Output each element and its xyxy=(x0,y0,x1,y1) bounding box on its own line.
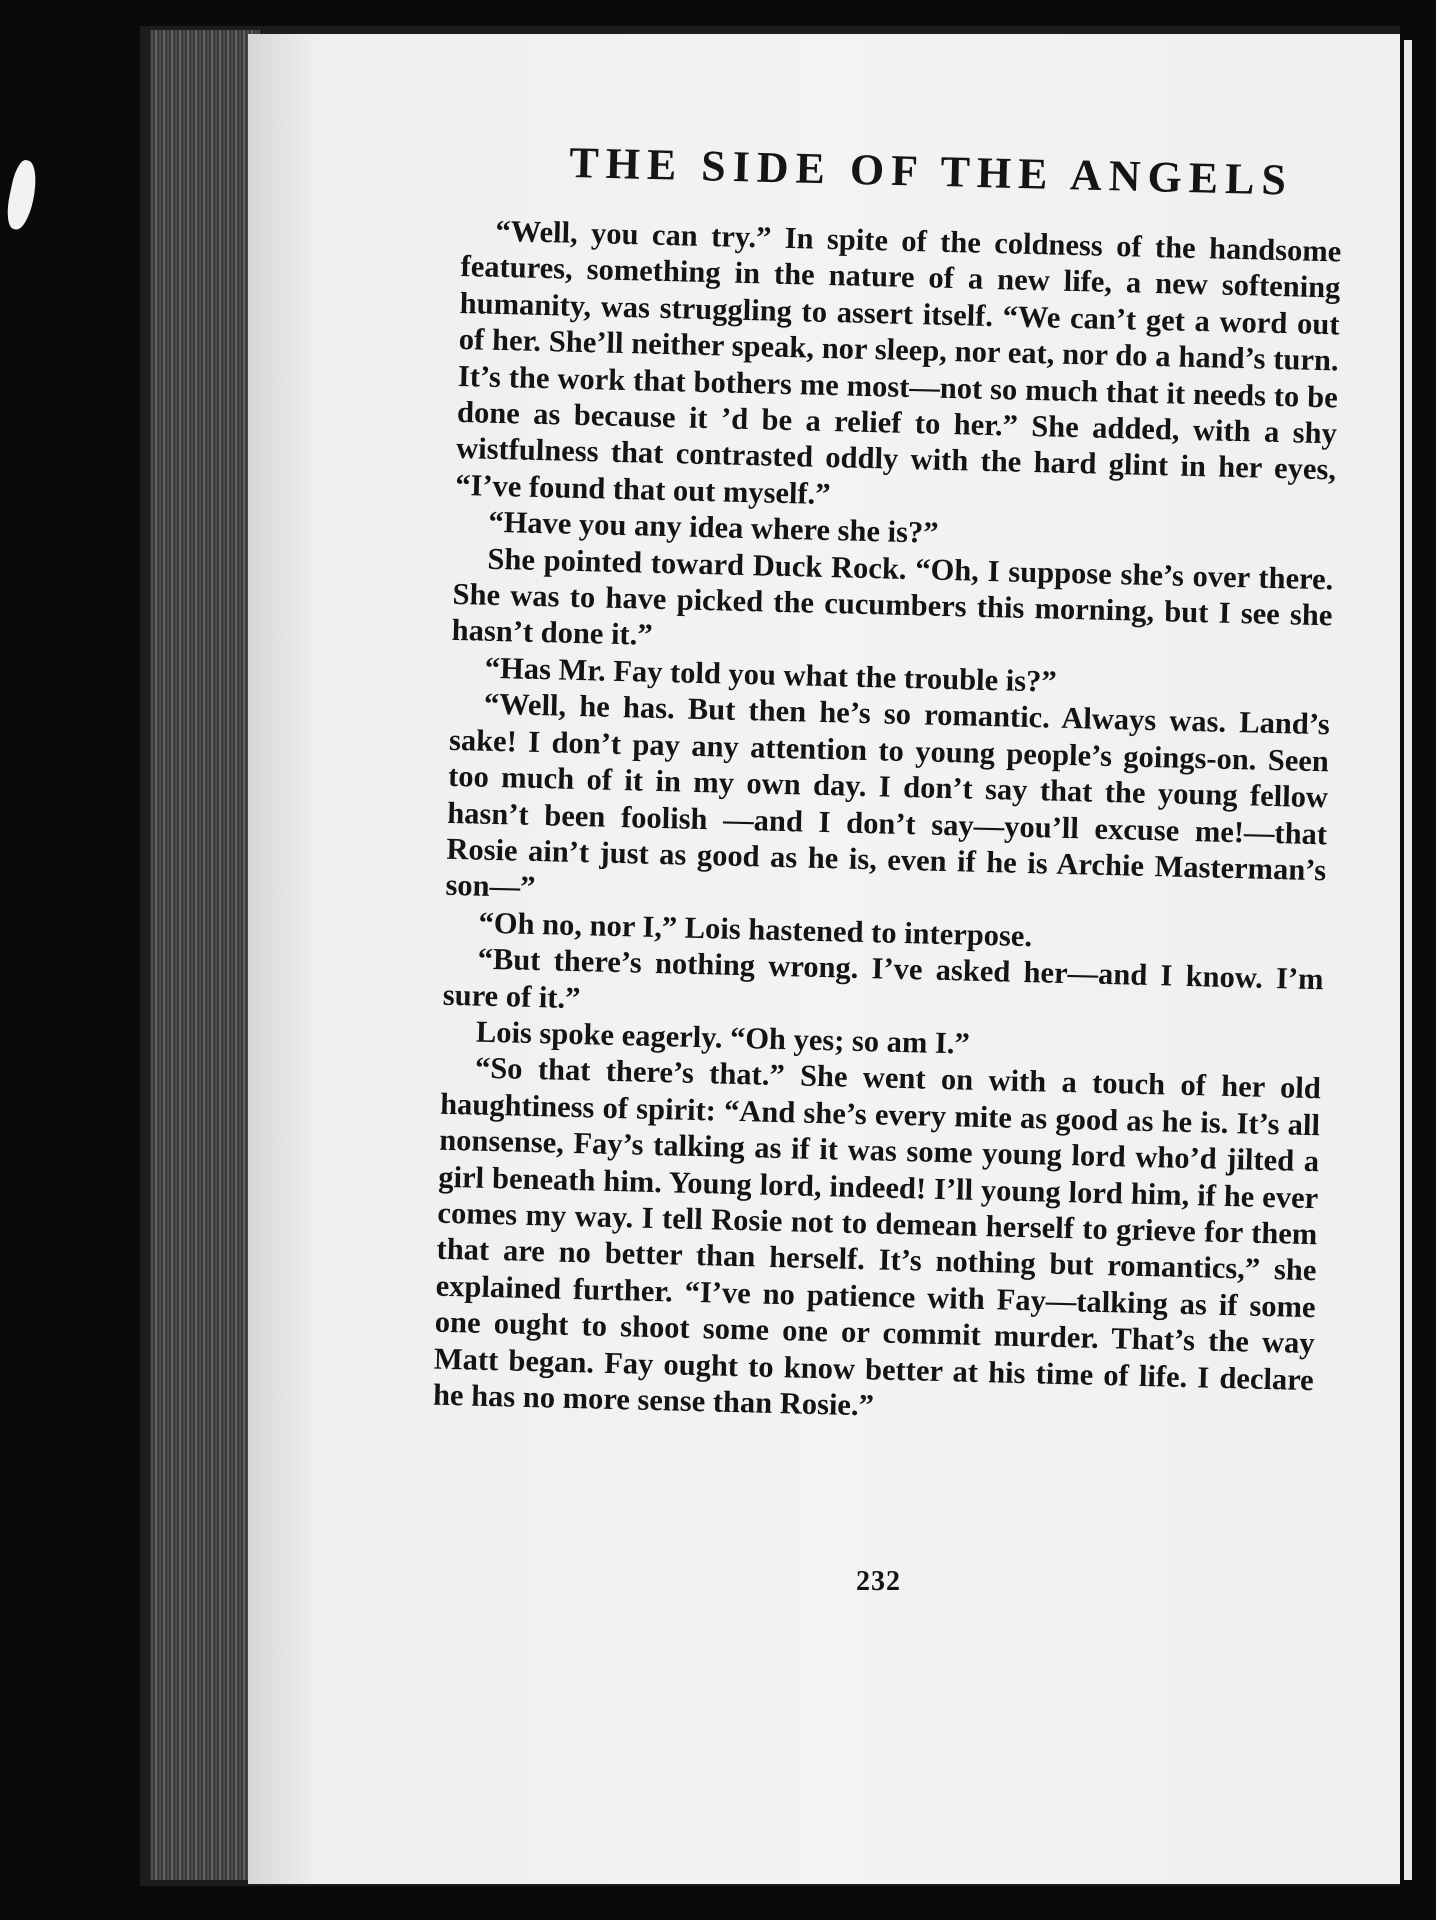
page-number: 232 xyxy=(856,1566,901,1597)
body-text xyxy=(433,212,1342,1435)
running-header: THE SIDE OF THE ANGELS xyxy=(568,137,1294,205)
paragraph: “So that there’s that.” She went on with a touch of her old haughtiness of spirit: “And she’s every mite as good as he is. It’s all nonsense, Fay’s talking as if it was some young lord who’d jilted a girl beneath him. Young lord, indeed! I’ll young lord him, if he ever comes my way. I tell Rosie not to demean herself to grieve for them that are no better than herself. It’s nothing but romantics,” she explained further. “I’ve no patience with Fay—talking as if some one ought to shoot some one or commit murder. That’s the way Matt began. Fay ought to know better at his time of life. I declare he has no more sense than Rosie.” xyxy=(432,1050,1322,1423)
paragraph: “Has Mr. Fay told you what the trouble is?” xyxy=(484,650,1058,699)
paragraph: She pointed toward Duck Rock. “Oh, I suppose she’s over there. She was to have picked the cucumbers this morning, but I see she hasn’t done it.” xyxy=(451,541,1334,653)
paragraph: “Well, he has. But then he’s so romantic. Always was. Land’s sake! I don’t pay any attention to young people’s goings-on. Seen too much of it in my own day. I don’t say that the young fellow hasn’t been foolish —and I don’t say—you’ll excuse me!—that Rosie ain’t just as good as he is, even if he is Archie Masterman’s son—” xyxy=(445,686,1331,905)
paragraph: Lois spoke eagerly. “Oh yes; so am I.” xyxy=(475,1014,971,1061)
scan-speck xyxy=(3,158,41,231)
paragraph: “Have you any idea where she is?” xyxy=(488,504,939,550)
paragraph: “But there’s nothing wrong. I’ve asked her—and I know. I’m sure of it.” xyxy=(442,941,1324,1015)
stacked-page-edges xyxy=(150,30,260,1880)
paragraph: “Oh no, nor I,” Lois hastened to interpose. xyxy=(478,905,1033,953)
next-leaf-edge xyxy=(1404,40,1412,1880)
paragraph: “Well, you can try.” In spite of the coldness of the handsome features, something in the nature of a new life, a new softening humanity, was struggling to assert itself. “We can’t get a word out of her. She’ll neither speak, nor sleep, nor eat, nor do a hand’s turn. It’s the work that bothers me most—not so much that it needs to be done as because it ’d be a relief to her.” She added, with a shy wistfulness that contrasted oddly with the hard glint in her eyes, “I’ve found that out myself.” xyxy=(454,213,1342,511)
